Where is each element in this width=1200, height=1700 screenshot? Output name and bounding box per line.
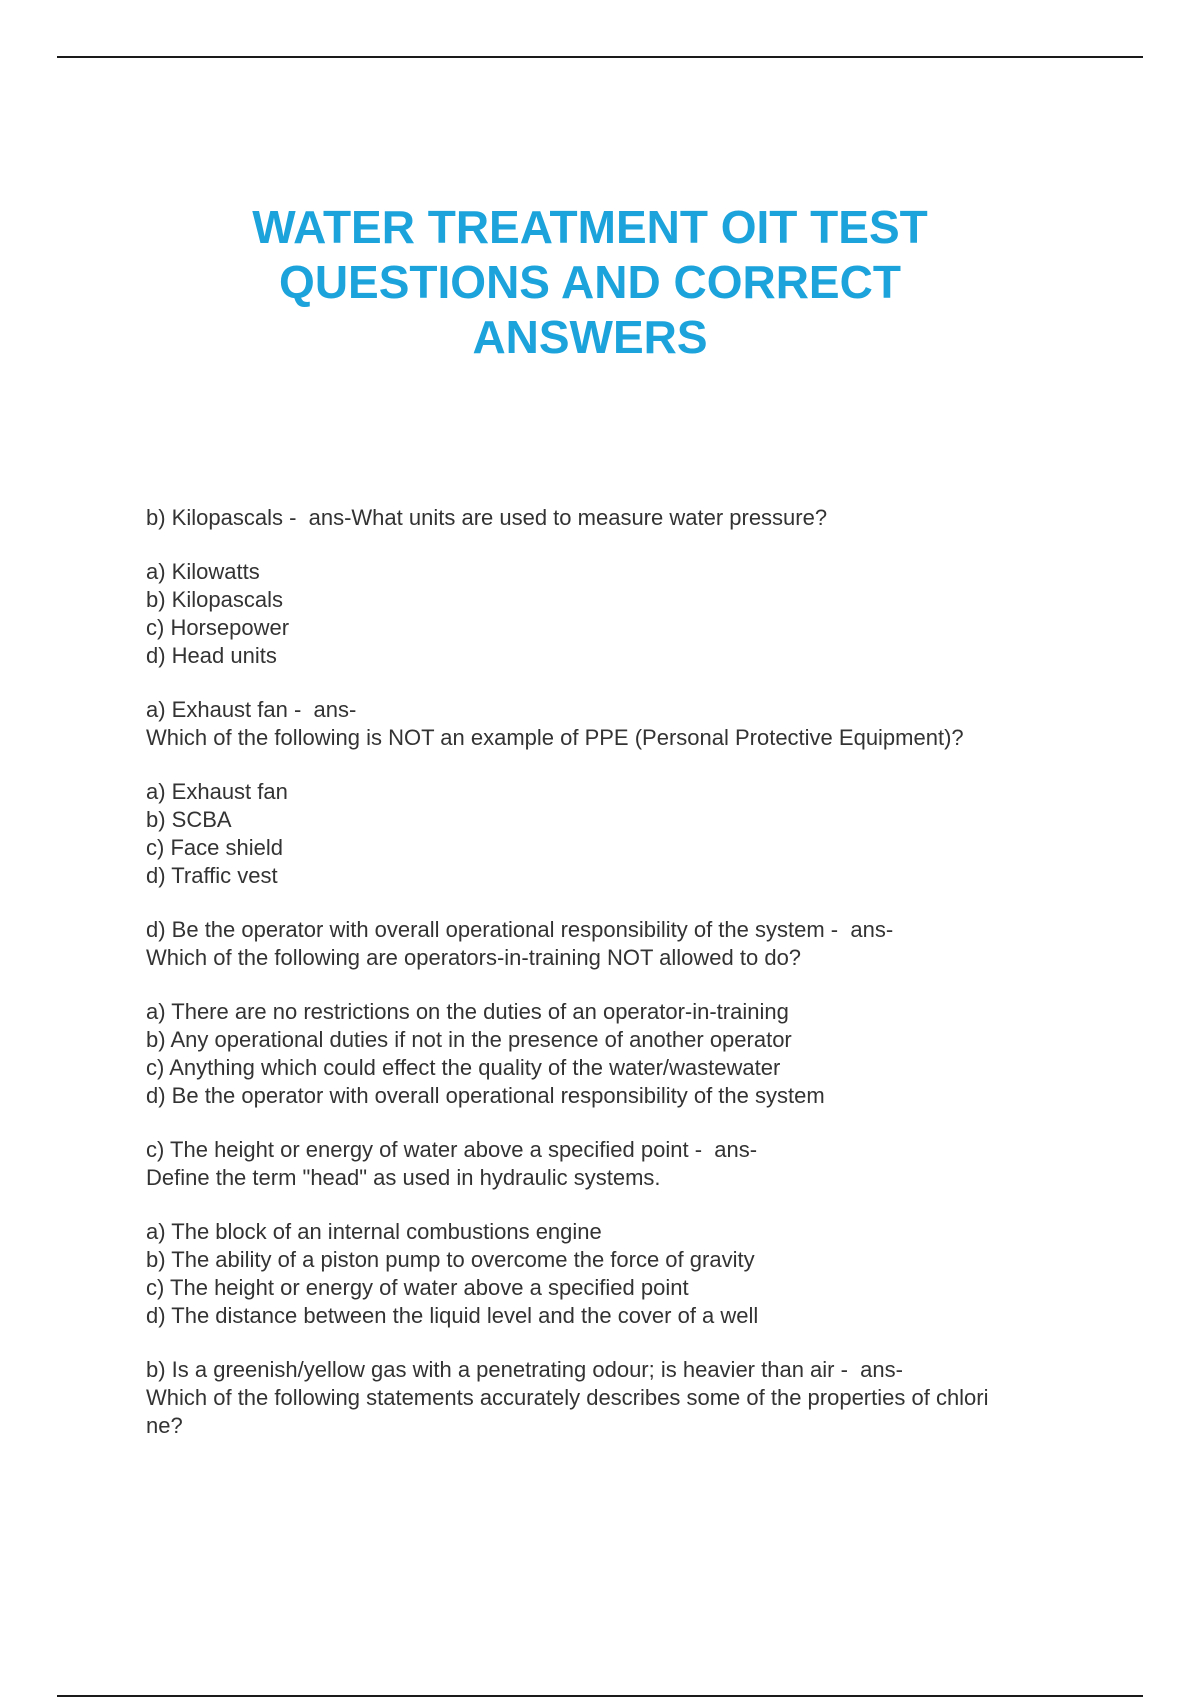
option-line: d) Head units xyxy=(146,643,277,668)
option-line: d) Be the operator with overall operational responsibility of the system xyxy=(146,1083,825,1108)
header-rule xyxy=(57,56,1143,58)
title-line: WATER TREATMENT OIT TEST xyxy=(252,201,928,253)
title-line: ANSWERS xyxy=(472,311,708,363)
answer-line: a) Exhaust fan - ans- xyxy=(146,697,357,722)
option-line: d) The distance between the liquid level and the cover of a well xyxy=(146,1303,759,1328)
option-line: c) Horsepower xyxy=(146,615,290,640)
footer-rule xyxy=(57,1695,1143,1697)
option-line: c) The height or energy of water above a specified point xyxy=(146,1275,689,1300)
option-line: a) The block of an internal combustions engine xyxy=(146,1219,602,1244)
answer-line: d) Be the operator with overall operational responsibility of the system - ans- xyxy=(146,917,894,942)
question-line: Define the term "head" as used in hydraulic systems. xyxy=(146,1165,661,1190)
option-line: a) Kilowatts xyxy=(146,559,260,584)
options-block xyxy=(146,778,1086,890)
answer-line: c) The height or energy of water above a specified point - ans- xyxy=(146,1137,758,1162)
answer-question-line: b) Kilopascals - ans-What units are used to measure water pressure? xyxy=(146,505,828,530)
options-block xyxy=(146,998,1086,1110)
answer-block xyxy=(146,696,1086,752)
option-line: a) Exhaust fan xyxy=(146,779,288,804)
option-line: b) Any operational duties if not in the presence of another operator xyxy=(146,1027,792,1052)
question-line: ne? xyxy=(146,1413,183,1438)
document-title xyxy=(140,200,1040,365)
options-block xyxy=(146,558,1086,670)
option-line: d) Traffic vest xyxy=(146,863,278,888)
options-block xyxy=(146,1218,1086,1330)
option-line: b) SCBA xyxy=(146,807,232,832)
answer-line: b) Is a greenish/yellow gas with a penetrating odour; is heavier than air - ans- xyxy=(146,1357,903,1382)
option-line: b) The ability of a piston pump to overcome the force of gravity xyxy=(146,1247,755,1272)
option-line: c) Anything which could effect the quality of the water/wastewater xyxy=(146,1055,781,1080)
option-line: b) Kilopascals xyxy=(146,587,283,612)
question-line: Which of the following is NOT an example of PPE (Personal Protective Equipment)? xyxy=(146,725,964,750)
answer-block xyxy=(146,916,1086,972)
answer-block xyxy=(146,504,1086,532)
answer-block xyxy=(146,1136,1086,1192)
title-line: QUESTIONS AND CORRECT xyxy=(279,256,901,308)
document-body xyxy=(146,504,1086,1466)
question-line: Which of the following statements accurately describes some of the properties of chlori xyxy=(146,1385,989,1410)
question-line: Which of the following are operators-in-training NOT allowed to do? xyxy=(146,945,802,970)
answer-block xyxy=(146,1356,1086,1440)
option-line: a) There are no restrictions on the duties of an operator-in-training xyxy=(146,999,789,1024)
option-line: c) Face shield xyxy=(146,835,283,860)
